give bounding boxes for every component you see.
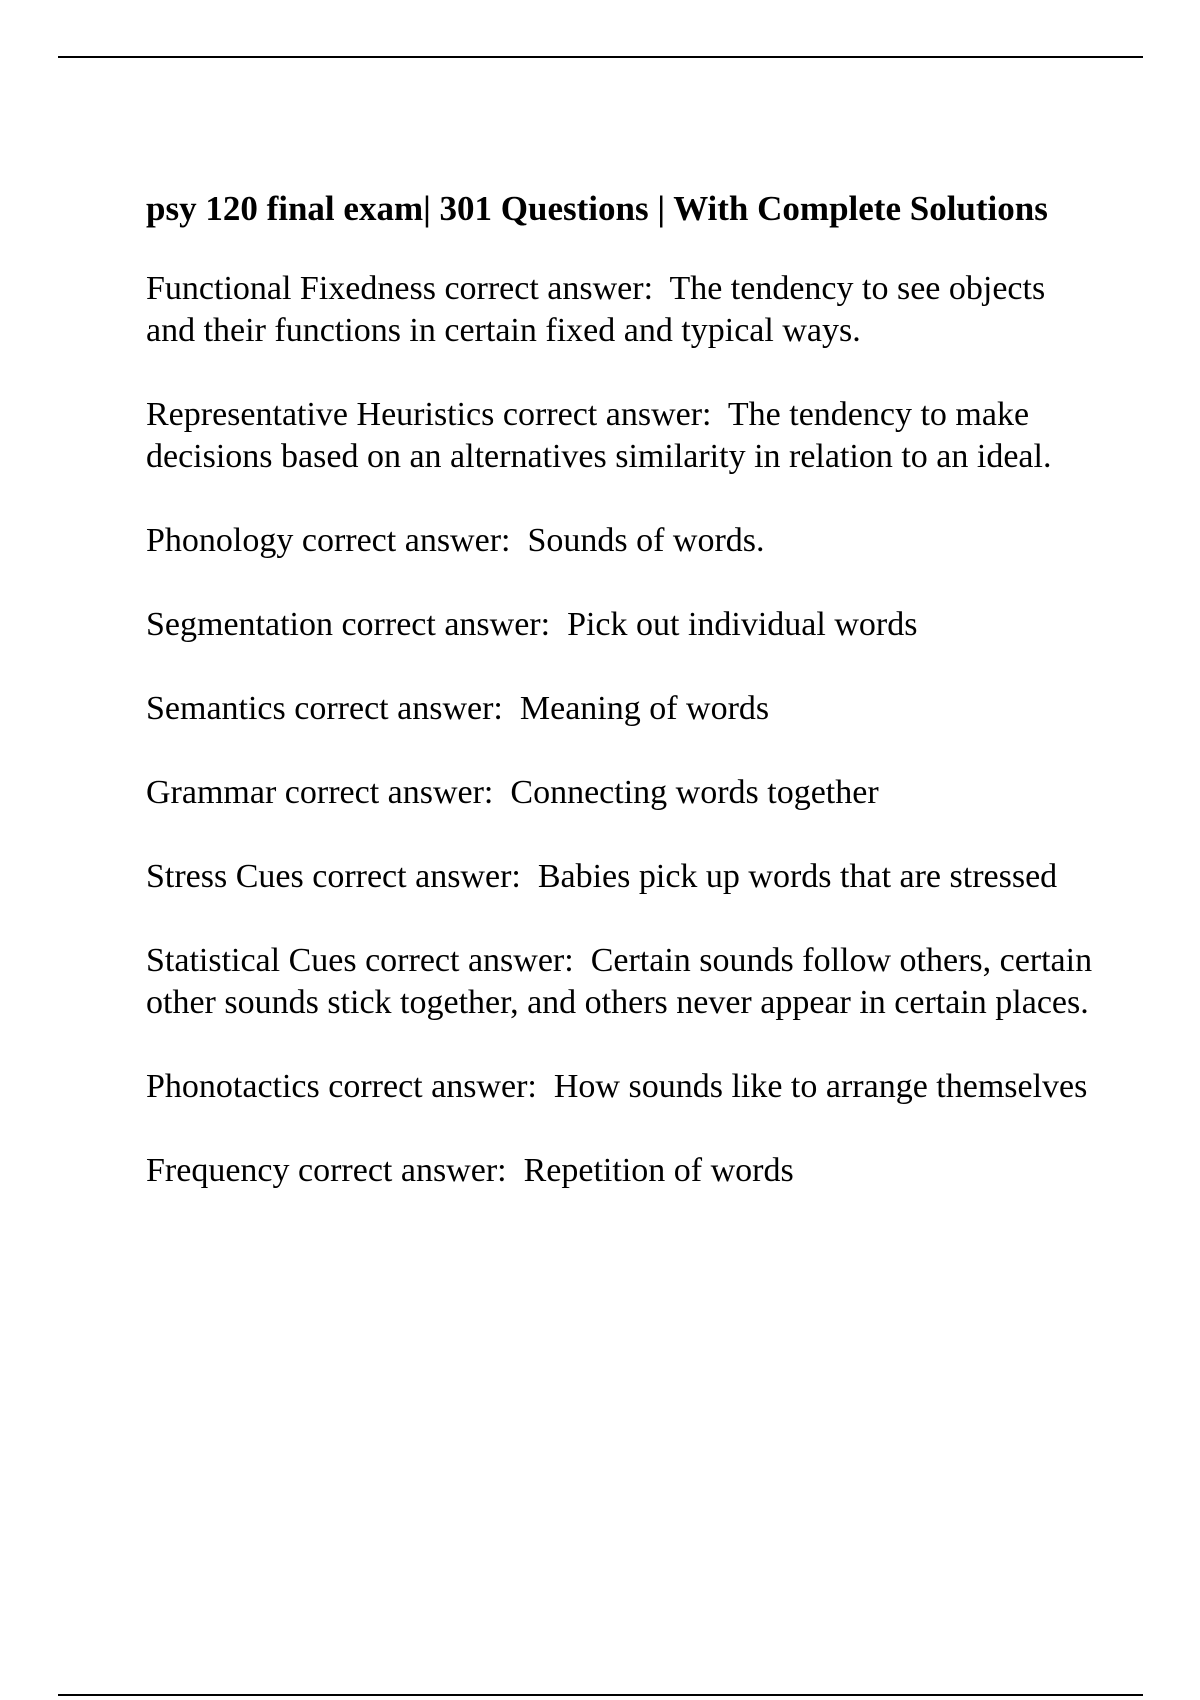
definition: The tendency to make decisions based on an alternatives similarity in relation to an ideal. <box>146 396 1052 475</box>
definition: Repetition of words <box>523 1152 794 1189</box>
qa-entry <box>146 394 1096 478</box>
answer-label: correct answer: <box>284 774 494 811</box>
definition: Pick out individual words <box>567 606 918 643</box>
document-body <box>146 186 1096 1234</box>
answer-label: correct answer: <box>444 270 654 307</box>
term: Segmentation <box>146 606 333 643</box>
answer-label: correct answer: <box>294 690 503 727</box>
bottom-rule <box>58 1694 1143 1696</box>
answer-label: correct answer: <box>502 396 712 433</box>
answer-label: correct answer: <box>301 522 511 559</box>
answer-label: correct answer: <box>328 1068 537 1105</box>
qa-entry <box>146 268 1096 352</box>
term: Representative Heuristics <box>146 396 495 433</box>
term: Grammar <box>146 774 277 811</box>
qa-entry <box>146 1066 1096 1108</box>
answer-label: correct answer: <box>365 942 574 979</box>
answer-label: correct answer: <box>312 858 521 895</box>
definition: How sounds like to arrange themselves <box>553 1068 1088 1105</box>
definition: Certain sounds follow others, certain other sounds stick together, and others never appear in certain places. <box>146 942 1093 1021</box>
term: Stress Cues <box>146 858 304 895</box>
definition: Sounds of words. <box>527 522 765 559</box>
term: Phonotactics <box>146 1068 320 1105</box>
answer-label: correct answer: <box>341 606 551 643</box>
term: Functional Fixedness <box>146 270 436 307</box>
qa-entry <box>146 688 1096 730</box>
term: Statistical Cues <box>146 942 357 979</box>
qa-entry <box>146 940 1096 1024</box>
qa-entry <box>146 604 1096 646</box>
top-rule <box>58 56 1143 58</box>
document-title: psy 120 final exam| 301 Questions | With Complete Solutions <box>146 189 1048 228</box>
term: Phonology <box>146 522 294 559</box>
definition: Connecting words together <box>510 774 879 811</box>
term: Frequency <box>146 1152 290 1189</box>
term: Semantics <box>146 690 286 727</box>
qa-entry <box>146 856 1096 898</box>
qa-entry <box>146 1150 1096 1192</box>
definition: The tendency to see objects and their functions in certain fixed and typical ways. <box>146 270 1046 349</box>
qa-entry <box>146 772 1096 814</box>
answer-label: correct answer: <box>298 1152 507 1189</box>
qa-entry <box>146 520 1096 562</box>
definition: Meaning of words <box>519 690 770 727</box>
definition: Babies pick up words that are stressed <box>537 858 1058 895</box>
